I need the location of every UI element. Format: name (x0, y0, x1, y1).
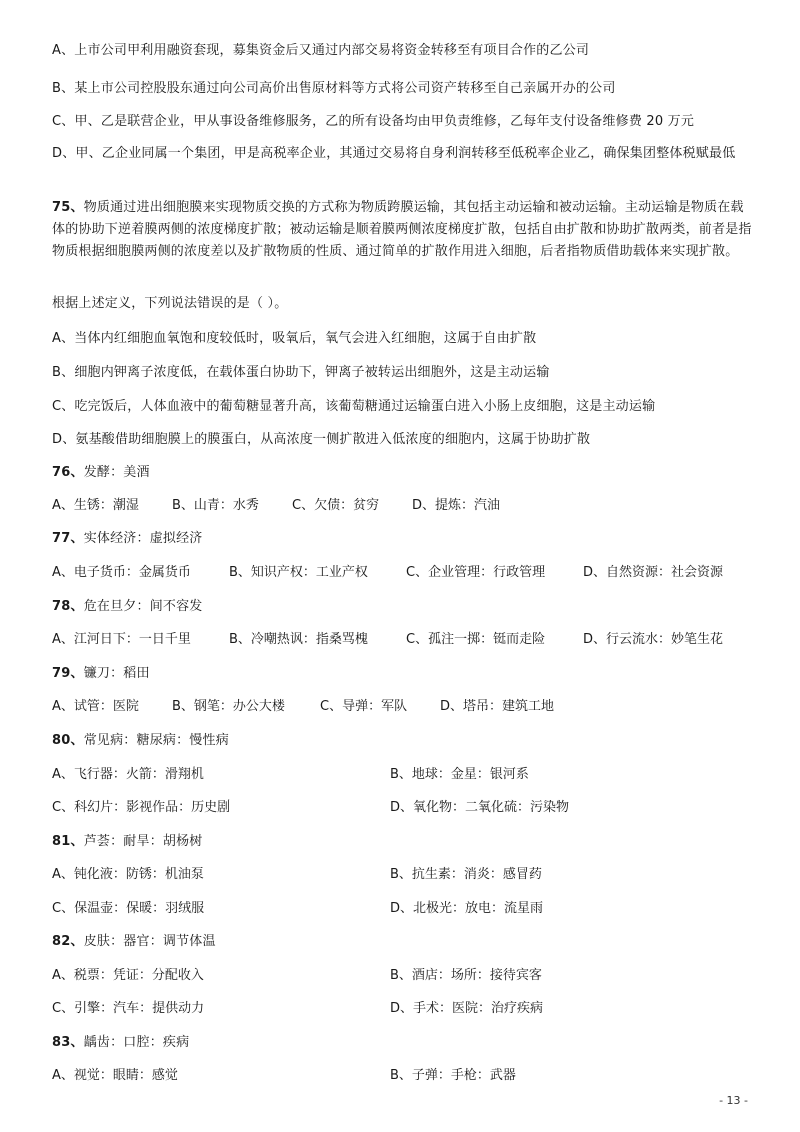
q75-option-c: C、吃完饭后，人体血液中的葡萄糖显著升高，该葡萄糖通过运输蛋白进入小肠上皮细胞，这是主动运输 (52, 399, 656, 414)
question-83-number: 83、 (52, 1035, 84, 1050)
q82-option-a: A、税票：凭证：分配收入 (52, 968, 204, 983)
question-81 (52, 832, 203, 852)
q79-option-b: B、钢笔：办公大楼 (172, 699, 285, 714)
q78-option-d: D、行云流水：妙笔生花 (583, 632, 724, 647)
question-76-stem: 发酵：美酒 (83, 465, 150, 480)
q80-option-b: B、地球：金星：银河系 (390, 767, 529, 782)
question-80-stem: 常见病：糖尿病：慢性病 (83, 733, 229, 748)
page-number: - 13 - (719, 1094, 748, 1107)
question-78-stem: 危在旦夕：间不容发 (83, 599, 203, 614)
q76-option-c: C、欠债：贫穷 (292, 498, 380, 513)
question-76 (52, 463, 150, 483)
question-76-number: 76、 (52, 465, 84, 480)
q79-option-c: C、导弹：军队 (320, 699, 408, 714)
q81-option-c: C、保温壶：保暖：羽绒服 (52, 901, 205, 916)
option-b-prev: B、某上市公司控股股东通过向公司高价出售原材料等方式将公司资产转移至自己亲属开办的公司 (52, 81, 616, 96)
q78-option-c: C、孤注一掷：铤而走险 (406, 632, 546, 647)
q77-option-a: A、电子货币：金属货币 (52, 565, 191, 580)
question-82-number: 82、 (52, 934, 84, 949)
question-79 (52, 664, 150, 684)
q80-option-c: C、科幻片：影视作品：历史剧 (52, 800, 231, 815)
q75-option-a: A、当体内红细胞血氧饱和度较低时，吸氧后，氧气会进入红细胞，这属于自由扩散 (52, 331, 537, 346)
q82-option-b: B、酒店：场所：接待宾客 (390, 968, 542, 983)
q79-option-a: A、试管：医院 (52, 699, 139, 714)
q80-option-d: D、氧化物：二氧化硫：污染物 (390, 800, 570, 815)
q81-option-b: B、抗生素：消炎：感冒药 (390, 867, 542, 882)
q78-option-b: B、冷嘲热讽：指桑骂槐 (229, 632, 368, 647)
question-80 (52, 731, 229, 751)
question-77-stem: 实体经济：虚拟经济 (83, 531, 203, 546)
q81-option-d: D、北极光：放电：流星雨 (390, 901, 544, 916)
question-80-number: 80、 (52, 733, 84, 748)
question-79-number: 79、 (52, 666, 84, 681)
question-75-text: 物质通过进出细胞膜来实现物质交换的方式称为物质跨膜运输，其包括主动运输和被动运输。主动运输是物质在载体的协助下逆着膜两侧的浓度梯度扩散；被动运输是顺着膜两侧浓度梯度扩散，包括自由扩散和协助扩散两类，前者是指物质根据细胞膜两侧的浓度差以及扩散物质的性质、通过简单的扩散作用进入细胞，后者指物质借助载体来实现扩散。 (52, 200, 752, 259)
q76-option-b: B、山青：水秀 (172, 498, 259, 513)
question-81-number: 81、 (52, 834, 84, 849)
question-77 (52, 529, 203, 549)
question-82-stem: 皮肤：器官：调节体温 (83, 934, 216, 949)
question-75-ask: 根据上述定义，下列说法错误的是（ ）。 (52, 296, 288, 311)
q77-option-c: C、企业管理：行政管理 (406, 565, 546, 580)
question-77-number: 77、 (52, 531, 84, 546)
q83-option-b: B、子弹：手枪：武器 (390, 1068, 516, 1083)
q75-option-d: D、氨基酸借助细胞膜上的膜蛋白，从高浓度一侧扩散进入低浓度的细胞内，这属于协助扩散 (52, 432, 591, 447)
question-79-stem: 镰刀：稻田 (83, 666, 150, 681)
option-c-prev: C、甲、乙是联营企业，甲从事设备维修服务，乙的所有设备均由甲负责维修，乙每年支付设备维修费 20 万元 (52, 114, 695, 129)
q76-option-a: A、生锈：潮湿 (52, 498, 139, 513)
q75-option-b: B、细胞内钾离子浓度低，在载体蛋白协助下，钾离子被转运出细胞外，这是主动运输 (52, 365, 550, 380)
q80-option-a: A、飞行器：火箭：滑翔机 (52, 767, 204, 782)
question-75 (52, 197, 752, 263)
q82-option-d: D、手术：医院：治疗疾病 (390, 1001, 544, 1016)
option-d-prev: D、甲、乙企业同属一个集团，甲是高税率企业，其通过交易将自身利润转移至低税率企业乙，确保集团整体税赋最低 (52, 146, 736, 161)
q83-option-a: A、视觉：眼睛：感觉 (52, 1068, 178, 1083)
q79-option-d: D、塔吊：建筑工地 (440, 699, 555, 714)
question-75-number: 75、 (52, 200, 84, 215)
question-81-stem: 芦荟：耐旱：胡杨树 (83, 834, 203, 849)
q76-option-d: D、提炼：汽油 (412, 498, 501, 513)
question-82 (52, 932, 216, 952)
q77-option-d: D、自然资源：社会资源 (583, 565, 724, 580)
question-78-number: 78、 (52, 599, 84, 614)
q82-option-c: C、引擎：汽车：提供动力 (52, 1001, 205, 1016)
question-83 (52, 1033, 189, 1053)
q81-option-a: A、钝化液：防锈：机油泵 (52, 867, 204, 882)
q78-option-a: A、江河日下：一日千里 (52, 632, 191, 647)
q77-option-b: B、知识产权：工业产权 (229, 565, 368, 580)
question-78 (52, 597, 203, 617)
question-83-stem: 龋齿：口腔：疾病 (83, 1035, 190, 1050)
option-a-prev: A、上市公司甲利用融资套现，募集资金后又通过内部交易将资金转移至有项目合作的乙公司 (52, 43, 590, 58)
